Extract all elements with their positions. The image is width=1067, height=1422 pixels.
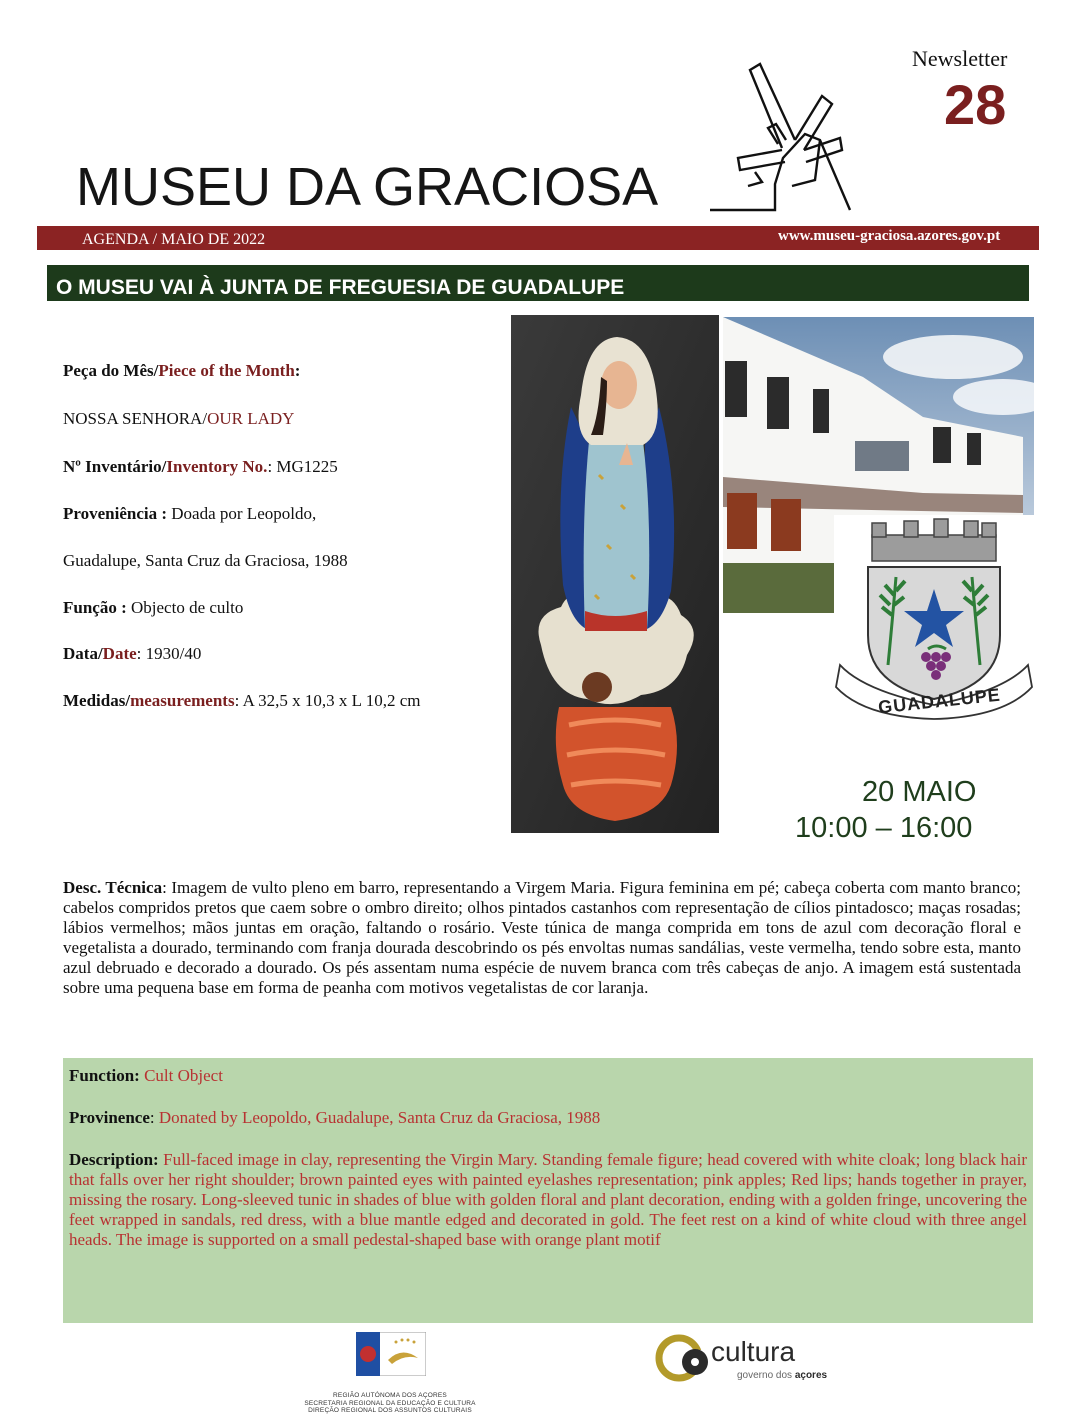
statue-photo bbox=[511, 315, 719, 833]
measures-label-pt: Medidas/ bbox=[63, 691, 131, 710]
piece-name-pt: NOSSA SENHORA/ bbox=[63, 409, 208, 428]
measures-label-en: measurements bbox=[130, 691, 235, 710]
measures-value: : A 32,5 x 10,3 x L 10,2 cm bbox=[234, 691, 421, 710]
coat-of-arms-emblem bbox=[834, 515, 1034, 720]
cultura-mark-icon bbox=[655, 1330, 715, 1390]
cultura-logo bbox=[655, 1330, 845, 1390]
cultura-subtitle-2: açores bbox=[794, 1370, 828, 1381]
website-link[interactable]: www.museu-graciosa.azores.gov.pt bbox=[778, 228, 1001, 244]
regional-government-text bbox=[300, 1392, 480, 1415]
region-line-2: SECRETARIA REGIONAL DA EDUCAÇÃO E CULTURA bbox=[304, 1399, 476, 1407]
en-provenance-value: Donated by Leopoldo, Guadalupe, Santa Cruz da Graciosa, 1988 bbox=[158, 1108, 601, 1127]
provenance-value-1: Doada por Leopoldo, bbox=[171, 504, 317, 523]
coat-of-arms bbox=[834, 515, 1034, 720]
section-banner-title: O MUSEU VAI À JUNTA DE FREGUESIA DE GUADALUPE bbox=[56, 276, 625, 299]
technical-description-pt bbox=[63, 878, 1021, 998]
en-provenance-label: Provinence bbox=[69, 1108, 150, 1127]
en-function-value: Cult Object bbox=[139, 1066, 223, 1085]
event-time: 10:00 – 16:00 bbox=[795, 812, 973, 844]
en-description-row bbox=[69, 1150, 1027, 1250]
event-date: 20 MAIO bbox=[862, 776, 977, 808]
piece-heading-pt: Peça do Mês/ bbox=[63, 361, 159, 380]
provenance-label: Proveniência : bbox=[63, 504, 172, 523]
provenance-row-2: Guadalupe, Santa Cruz da Graciosa, 1988 bbox=[63, 551, 348, 570]
english-summary bbox=[69, 1066, 1027, 1272]
newsletter-number: 28 bbox=[944, 73, 1007, 136]
function-label: Função : bbox=[63, 598, 131, 617]
function-row bbox=[63, 598, 243, 618]
inventory-label-en: Inventory No. bbox=[166, 457, 268, 476]
en-function-row bbox=[69, 1066, 1027, 1086]
date-row bbox=[63, 644, 201, 664]
piece-heading-colon: : bbox=[294, 361, 301, 380]
cultura-subtitle-1: governo dos bbox=[737, 1370, 795, 1381]
windmill-logo-icon bbox=[700, 58, 860, 218]
region-line-1: REGIÃO AUTÓNOMA DOS AÇORES bbox=[333, 1392, 447, 1399]
provenance-row bbox=[63, 504, 316, 524]
museum-title: MUSEU DA GRACIOSA bbox=[76, 157, 659, 217]
en-description-label: Description: bbox=[69, 1150, 159, 1169]
date-label-pt: Data/ bbox=[63, 644, 103, 663]
function-value: Objecto de culto bbox=[131, 598, 244, 617]
region-line-3: DIREÇÃO REGIONAL DOS ASSUNTOS CULTURAIS bbox=[308, 1407, 472, 1414]
agenda-date: AGENDA / MAIO DE 2022 bbox=[82, 231, 266, 248]
en-provenance-row bbox=[69, 1108, 1027, 1128]
inventory-row bbox=[63, 457, 338, 477]
technical-description-label: Desc. Técnica bbox=[63, 878, 163, 897]
date-label-en: Date bbox=[102, 644, 137, 663]
en-provenance-colon: : bbox=[149, 1108, 159, 1127]
measures-row bbox=[63, 691, 420, 711]
date-value: : 1930/40 bbox=[136, 644, 202, 663]
inventory-label-pt: Nº Inventário/ bbox=[63, 457, 167, 476]
piece-heading bbox=[63, 361, 300, 381]
en-function-label: Function: bbox=[69, 1066, 140, 1085]
regional-government-logo bbox=[300, 1332, 480, 1417]
azores-flag-icon bbox=[356, 1332, 426, 1376]
piece-name bbox=[63, 409, 294, 429]
piece-heading-en: Piece of the Month bbox=[158, 361, 295, 380]
inventory-value: : MG1225 bbox=[267, 457, 338, 476]
coat-of-arms-ribbon-text: GUADALUPE bbox=[877, 684, 1002, 718]
newsletter-label: Newsletter bbox=[912, 46, 1008, 71]
statue-illustration bbox=[511, 315, 719, 833]
cultura-word: cultura bbox=[711, 1336, 796, 1367]
en-description-value: Full-faced image in clay, representing the Virgin Mary. Standing female figure; head covered with white cloak; long black hair that falls over her right shoulder; brown painted eyes with painted eyelashes representation; pink apples; Red lips; hands together in prayer, missing the rosary. Long-sleeved tunic in shades of blue with golden floral and plant decoration, ending with a golden fringe, uncovering the feet wrapped in sandals, red dress, with a blue mantle edged and decorated in gold. The feet rest on a kind of white cloud with three angel heads. The image is supported on a small pedestal-shaped base with orange plant motif bbox=[69, 1150, 1027, 1249]
technical-description-text: : Imagem de vulto pleno em barro, representando a Virgem Maria. Figura feminina em pé; cabeça coberta com manto branco; cabelos compridos pretos que caem sobre o ombro direito; olhos pintados castanhos com representação de cílios pintadosco; maças rosadas; lábios vermelhos; mãos juntas em oração, faltando o rosário. Veste túnica de manga comprida em tons de azul com decoração floral e vegetalista a dourado, terminando com franja dourada descobrindo os pés envoltas numas sandálias, veste vermelha, tendo sobre esta, manto azul debruado e decorado a dourado. Os pés assentam numa espécie de nuvem branca com três cabeças de anjo. A imagem está sustentada sobre uma pequena base em forma de peanha com motivos vegetalistas de cor laranja. bbox=[63, 878, 1021, 997]
cultura-subtitle bbox=[737, 1370, 827, 1381]
piece-name-en: OUR LADY bbox=[207, 409, 295, 428]
